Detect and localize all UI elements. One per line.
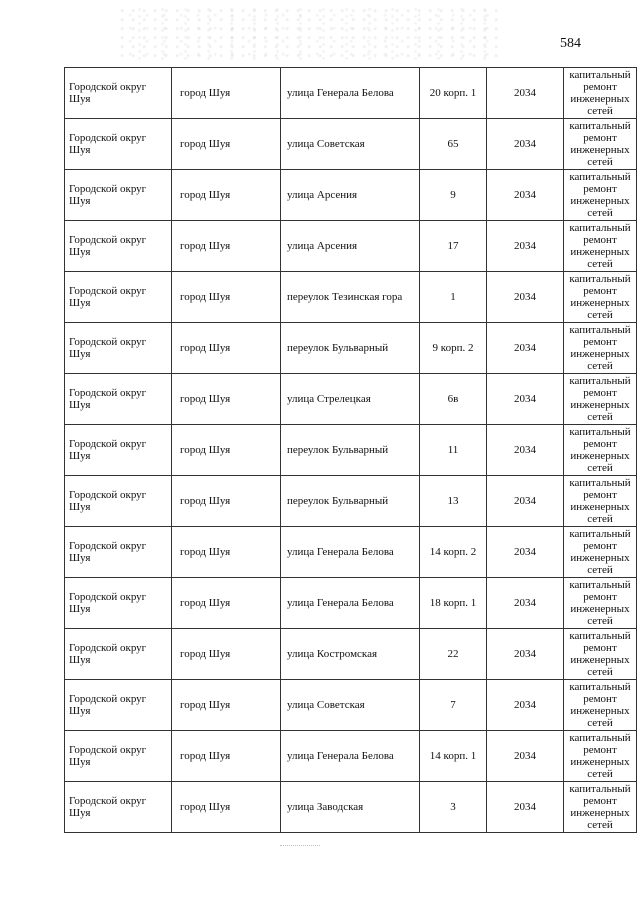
table-body [65,68,637,833]
cell-house-number: 1 [420,272,487,323]
table-row [65,323,637,374]
cell-district: Городской округ Шуя [65,578,172,629]
cell-year: 2034 [487,374,564,425]
cell-work-type: капитальный ремонт инженерных сетей [564,425,637,476]
table-row [65,170,637,221]
cell-house-number: 22 [420,629,487,680]
cell-street: улица Генерала Белова [281,527,420,578]
cell-street: улица Советская [281,119,420,170]
cell-year: 2034 [487,578,564,629]
cell-street: улица Генерала Белова [281,578,420,629]
cell-house-number: 20 корп. 1 [420,68,487,119]
cell-house-number: 14 корп. 2 [420,527,487,578]
cell-street: переулок Тезинская гора [281,272,420,323]
cell-year: 2034 [487,680,564,731]
cell-house-number: 13 [420,476,487,527]
cell-city: город Шуя [172,476,281,527]
cell-house-number: 17 [420,221,487,272]
cell-work-type: капитальный ремонт инженерных сетей [564,731,637,782]
table-row [65,221,637,272]
cell-house-number: 9 [420,170,487,221]
cell-city: город Шуя [172,221,281,272]
cell-house-number: 65 [420,119,487,170]
cell-house-number: 6в [420,374,487,425]
cell-year: 2034 [487,323,564,374]
cell-district: Городской округ Шуя [65,374,172,425]
table-row [65,272,637,323]
cell-house-number: 3 [420,782,487,833]
table-row [65,680,637,731]
cell-street: улица Советская [281,680,420,731]
table-row [65,119,637,170]
cell-street: улица Генерала Белова [281,68,420,119]
scan-noise [120,8,500,60]
table-row [65,425,637,476]
cell-street: улица Генерала Белова [281,731,420,782]
page-number: 584 [560,36,581,51]
cell-year: 2034 [487,782,564,833]
cell-city: город Шуя [172,680,281,731]
cell-district: Городской округ Шуя [65,629,172,680]
cell-city: город Шуя [172,425,281,476]
cell-work-type: капитальный ремонт инженерных сетей [564,629,637,680]
cell-street: улица Арсения [281,221,420,272]
cell-work-type: капитальный ремонт инженерных сетей [564,170,637,221]
cell-city: город Шуя [172,68,281,119]
cell-work-type: капитальный ремонт инженерных сетей [564,119,637,170]
table-row [65,68,637,119]
cell-district: Городской округ Шуя [65,323,172,374]
scan-mark [280,845,320,852]
cell-street: улица Стрелецкая [281,374,420,425]
cell-street: переулок Бульварный [281,425,420,476]
cell-city: город Шуя [172,782,281,833]
cell-year: 2034 [487,272,564,323]
cell-year: 2034 [487,731,564,782]
table-row [65,731,637,782]
cell-work-type: капитальный ремонт инженерных сетей [564,323,637,374]
cell-work-type: капитальный ремонт инженерных сетей [564,221,637,272]
cell-work-type: капитальный ремонт инженерных сетей [564,272,637,323]
cell-house-number: 14 корп. 1 [420,731,487,782]
cell-house-number: 7 [420,680,487,731]
cell-year: 2034 [487,527,564,578]
cell-district: Городской округ Шуя [65,680,172,731]
table-row [65,476,637,527]
cell-year: 2034 [487,221,564,272]
cell-district: Городской округ Шуя [65,527,172,578]
cell-district: Городской округ Шуя [65,425,172,476]
cell-district: Городской округ Шуя [65,476,172,527]
cell-city: город Шуя [172,272,281,323]
cell-year: 2034 [487,170,564,221]
cell-street: переулок Бульварный [281,323,420,374]
cell-city: город Шуя [172,527,281,578]
cell-district: Городской округ Шуя [65,272,172,323]
cell-work-type: капитальный ремонт инженерных сетей [564,527,637,578]
cell-year: 2034 [487,425,564,476]
cell-street: улица Арсения [281,170,420,221]
cell-city: город Шуя [172,578,281,629]
cell-district: Городской округ Шуя [65,221,172,272]
cell-year: 2034 [487,68,564,119]
cell-district: Городской округ Шуя [65,170,172,221]
cell-city: город Шуя [172,170,281,221]
cell-work-type: капитальный ремонт инженерных сетей [564,578,637,629]
cell-street: улица Заводская [281,782,420,833]
cell-house-number: 18 корп. 1 [420,578,487,629]
cell-work-type: капитальный ремонт инженерных сетей [564,68,637,119]
cell-district: Городской округ Шуя [65,68,172,119]
cell-street: переулок Бульварный [281,476,420,527]
table-row [65,629,637,680]
cell-district: Городской округ Шуя [65,731,172,782]
cell-work-type: капитальный ремонт инженерных сетей [564,782,637,833]
table-row [65,527,637,578]
cell-street: улица Костромская [281,629,420,680]
cell-city: город Шуя [172,629,281,680]
cell-year: 2034 [487,119,564,170]
cell-city: город Шуя [172,374,281,425]
cell-work-type: капитальный ремонт инженерных сетей [564,476,637,527]
cell-work-type: капитальный ремонт инженерных сетей [564,680,637,731]
table-row [65,782,637,833]
cell-city: город Шуя [172,323,281,374]
cell-house-number: 11 [420,425,487,476]
table-row [65,374,637,425]
table-row [65,578,637,629]
cell-work-type: капитальный ремонт инженерных сетей [564,374,637,425]
cell-district: Городской округ Шуя [65,119,172,170]
registry-table [64,67,637,833]
cell-year: 2034 [487,629,564,680]
cell-city: город Шуя [172,731,281,782]
cell-district: Городской округ Шуя [65,782,172,833]
cell-year: 2034 [487,476,564,527]
cell-city: город Шуя [172,119,281,170]
cell-house-number: 9 корп. 2 [420,323,487,374]
